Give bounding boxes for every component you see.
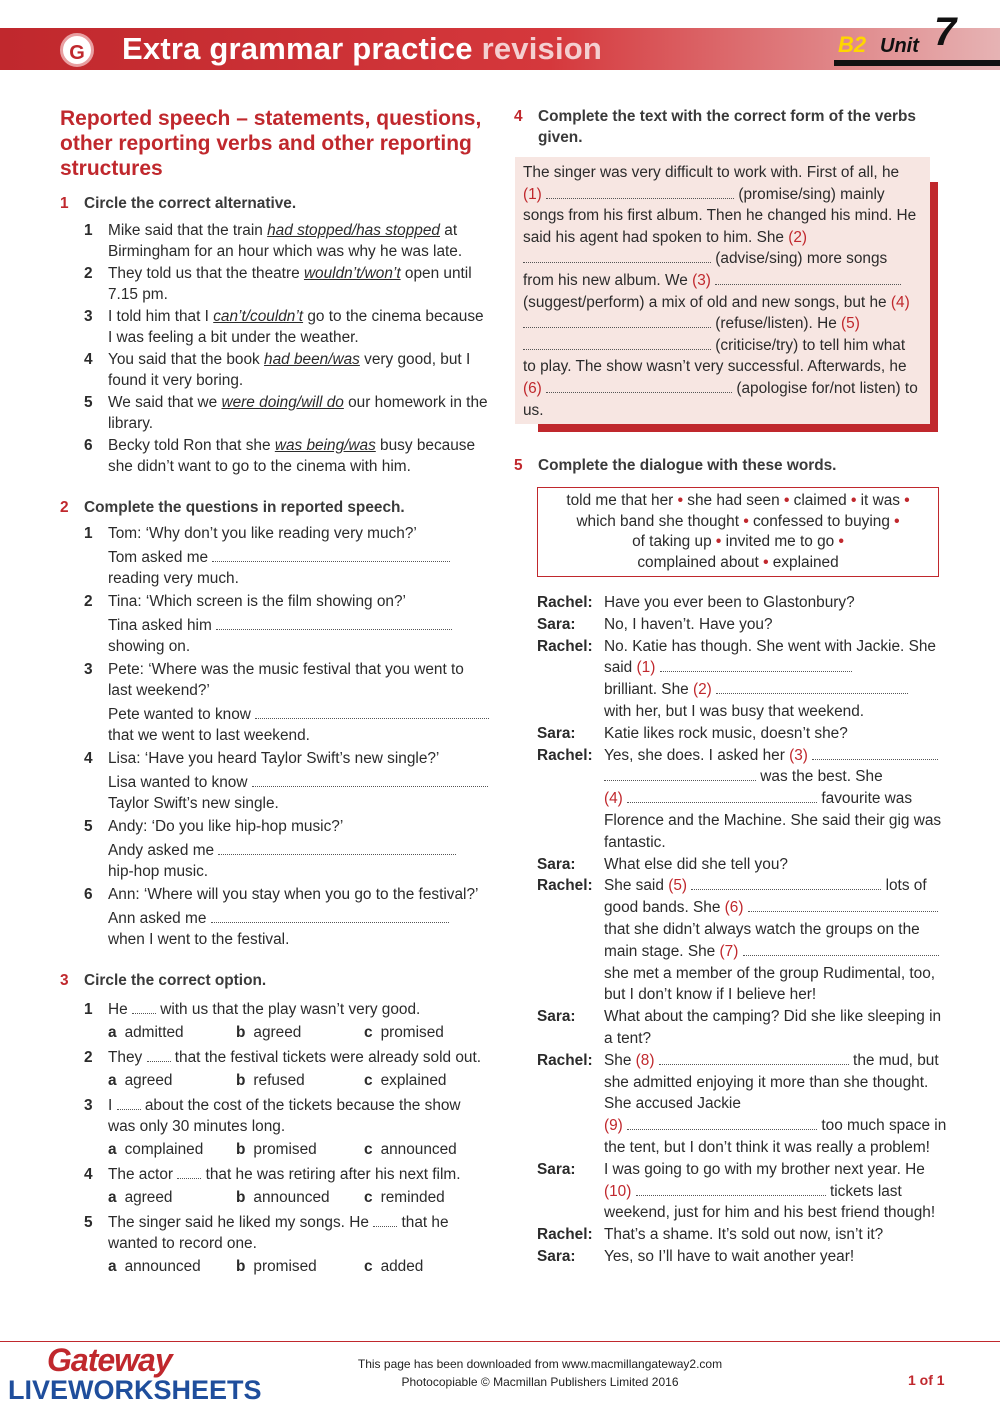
option-c[interactable]: c promised [364, 1024, 444, 1041]
dialogue-line: Sara: No, I haven’t. Have you? [537, 615, 773, 633]
answer-blank[interactable] [252, 773, 488, 787]
answer-blank[interactable] [636, 1182, 826, 1196]
exercise-2-items [60, 523, 492, 950]
section-title: Reported speech – statements, questions, other reporting verbs and other reporting structures [60, 107, 482, 180]
header-bar [0, 10, 1000, 70]
ex2-item: 3 Pete: ‘Where was the music festival that you went to last weekend?’ Pete wanted to know that we went to last weekend. [60, 659, 492, 746]
option-a[interactable]: a complained [108, 1141, 204, 1158]
answer-blank[interactable] [212, 548, 450, 562]
ex3-item: 5 The singer said he liked my songs. He that he wanted to record one. [84, 1214, 449, 1252]
liveworksheets-logo[interactable]: LIVEWORKSHEETS [8, 1375, 262, 1405]
word-chip: claimed [793, 492, 847, 509]
answer-blank[interactable] [523, 249, 711, 263]
ex2-item: 2 Tina: ‘Which screen is the film showing on?’ Tina asked him showing on. [60, 591, 492, 657]
answer-blank[interactable] [211, 909, 449, 923]
grammar-g-icon: G [60, 33, 94, 67]
option-b[interactable]: b promised [236, 1141, 317, 1158]
exercise-1-heading: 1 Circle the correct alternative. [60, 195, 297, 212]
dialogue [537, 592, 947, 1268]
answer-blank[interactable] [117, 1096, 141, 1110]
ex1-choice[interactable]: wouldn’t/won’t [303, 265, 401, 282]
answer-blank[interactable] [715, 271, 901, 285]
ex1-item: 1 Mike said that the train had stopped/has stopped at Birmingham for an hour which was why he was late. [84, 222, 463, 260]
answer-blank[interactable] [748, 898, 938, 912]
answer-blank[interactable] [132, 1000, 156, 1014]
ex3-options [60, 1256, 492, 1277]
dialogue-line: Rachel: Have you ever been to Glastonbury? [537, 594, 855, 611]
ex2-item: 1 Tom: ‘Why don’t you like reading very much?’ Tom asked me reading very much. [60, 523, 492, 589]
word-chip: invited me to go [725, 533, 835, 550]
option-b[interactable]: b announced [236, 1189, 330, 1206]
answer-blank[interactable] [177, 1165, 201, 1179]
word-chip: she had seen [687, 492, 780, 509]
ex1-item: 6 Becky told Ron that she was being/was busy because she didn’t want to go to the cinema with him. [84, 437, 476, 475]
word-chip: of taking up [632, 533, 712, 550]
option-a[interactable]: a agreed [108, 1189, 173, 1206]
answer-blank[interactable] [627, 1116, 817, 1130]
option-a[interactable]: a admitted [108, 1024, 184, 1041]
answer-blank[interactable] [523, 336, 711, 350]
gateway-logo: Gateway [47, 1342, 172, 1378]
ex3-item: 3 I about the cost of the tickets because the show was only 30 minutes long. [84, 1097, 461, 1135]
ex1-choice[interactable]: was being/was [274, 437, 376, 454]
ex1-item: 4 You said that the book had been/was very good, but I found it very boring. [84, 351, 471, 389]
option-a[interactable]: a agreed [108, 1072, 173, 1089]
answer-blank[interactable] [546, 379, 732, 393]
ex3-item: 4 The actor that he was retiring after his next film. [84, 1166, 461, 1183]
ex1-item: 3 I told him that I can’t/couldn’t go to the cinema because I was feeling a bit under the weather. [84, 308, 484, 346]
ex3-options [60, 1139, 492, 1160]
word-chip: which band she thought [576, 512, 740, 530]
answer-blank[interactable] [523, 314, 711, 328]
ex3-item: 1 He with us that the play wasn’t very good. [84, 1001, 421, 1018]
dialogue-line: Rachel: That’s a shame. It’s sold out now, isn’t it? [537, 1226, 884, 1244]
left-column [60, 106, 492, 1277]
dialogue-line: Sara: Yes, so I’ll have to wait another year! [537, 1247, 855, 1265]
dialogue-line: Rachel: She said (5) lots of good bands. She (6) that she didn’t always watch the groups on the main stage. She (7) she met a member of the group Rudimental, too, but I don’t know if I believe her! [537, 875, 947, 1006]
answer-blank[interactable] [716, 680, 908, 694]
option-b[interactable]: b agreed [236, 1024, 302, 1041]
option-b[interactable]: b promised [236, 1258, 317, 1275]
answer-blank[interactable] [218, 841, 456, 855]
exercise-4-text-panel: The singer was very difficult to work with. First of all, he (1) (promise/sing) mainly songs from his first album. Then he changed his mind. He said his agent had spoken to him. She (2) (advise/sing) more songs from his new album. We (3) (suggest/perform) a mix of old and new songs, but he (4) (refuse/listen). He (5) (criticise/try) to tell him what to play. The show wasn’t very successful. Afterwards, he (6) (apologise for/not listen) to us. [515, 157, 930, 424]
exercise-1-items [60, 220, 492, 477]
dialogue-line: Sara: Katie likes rock music, doesn’t she? [537, 724, 848, 742]
exercise-2-heading: 2 Complete the questions in reported speech. [60, 499, 405, 516]
exercise-4-heading: 4 Complete the text with the correct form of the verbs given. [514, 108, 916, 146]
answer-blank[interactable] [812, 746, 938, 760]
exercise-5-heading: 5 Complete the dialogue with these words. [514, 457, 837, 474]
exercise-3-items [60, 999, 492, 1277]
page-number: 1 of 1 [908, 1372, 945, 1388]
dialogue-line: Rachel: No. Katie has though. She went with Jackie. She said (1) brilliant. She (2) with her, but I was busy that weekend. [537, 637, 936, 720]
answer-blank[interactable] [373, 1213, 397, 1227]
answer-blank[interactable] [147, 1048, 171, 1062]
ex3-options [60, 1070, 492, 1091]
answer-blank[interactable] [627, 789, 817, 803]
ex1-choice[interactable]: were doing/will do [221, 394, 344, 411]
ex1-item: 5 We said that we were doing/will do our homework in the library. [84, 394, 488, 432]
answer-blank[interactable] [546, 185, 734, 199]
ex1-choice[interactable]: had stopped/has stopped [267, 222, 440, 239]
ex1-choice[interactable]: had been/was [264, 351, 360, 368]
ex1-item: 2 They told us that the theatre wouldn’t/won’t open until 7.15 pm. [84, 265, 472, 303]
option-c[interactable]: c added [364, 1258, 424, 1275]
dialogue-line: Rachel: Yes, she does. I asked her (3) was the best. She (4) favourite was Florence and the Machine. She said their gig was fantastic. [537, 746, 942, 851]
ex3-options [60, 1187, 492, 1208]
dialogue-line: Sara: I was going to go with my brother next year. He (10) tickets last weekend, just for him and his best friend though! [537, 1160, 936, 1222]
word-box: told me that her • she had seen • claimed • it was • which band she thought • confessed to buying • of taking up • invited me to go • complained about • explained [537, 487, 939, 577]
answer-blank[interactable] [255, 705, 489, 719]
word-chip: confessed to buying [752, 512, 890, 530]
ex1-choice[interactable]: can’t/couldn’t [213, 308, 304, 325]
answer-blank[interactable] [604, 767, 756, 781]
ex3-options [60, 1022, 492, 1043]
word-chip: it was [860, 492, 900, 509]
answer-blank[interactable] [743, 942, 939, 956]
exercise-3-heading: 3 Circle the correct option. [60, 972, 267, 989]
unit-badge: B2 Unit 7 [834, 30, 1000, 68]
option-a[interactable]: a announced [108, 1258, 201, 1275]
ex2-item: 5 Andy: ‘Do you like hip-hop music?’ Andy asked me hip-hop music. [60, 816, 492, 882]
ex3-item: 2 They that the festival tickets were already sold out. [84, 1049, 482, 1066]
option-c[interactable]: c explained [364, 1072, 447, 1089]
word-chip: complained about [637, 553, 759, 571]
ex2-item: 4 Lisa: ‘Have you heard Taylor Swift’s new single?’ Lisa wanted to know Taylor Swift’s new single. [60, 748, 492, 814]
footer-note: This page has been downloaded from www.macmillangateway2.com Photocopiable © Macmillan Publishers Limited 2016 [357, 1357, 723, 1389]
answer-blank[interactable] [691, 876, 881, 890]
ex2-item: 6 Ann: ‘Where will you stay when you go to the festival?’ Ann asked me when I went to the festival. [84, 886, 479, 948]
answer-blank[interactable] [659, 1051, 849, 1065]
dialogue-line: Sara: What else did she tell you? [537, 855, 788, 873]
option-b[interactable]: b refused [236, 1072, 305, 1089]
option-c[interactable]: c announced [364, 1141, 457, 1158]
dialogue-line: Rachel: She (8) the mud, but she admitted enjoying it more than she thought. She accused Jackie (9) too much space in the tent, but I don’t think it was really a problem! [537, 1051, 947, 1156]
option-c[interactable]: c reminded [364, 1189, 445, 1206]
word-chip: explained [772, 553, 839, 571]
word-chip: told me that her [566, 492, 674, 509]
page-title: Extra grammar practice revision [122, 31, 603, 66]
answer-blank[interactable] [216, 616, 452, 630]
dialogue-line: Sara: What about the camping? Did she like sleeping in a tent? [537, 1008, 942, 1047]
answer-blank[interactable] [660, 658, 852, 672]
